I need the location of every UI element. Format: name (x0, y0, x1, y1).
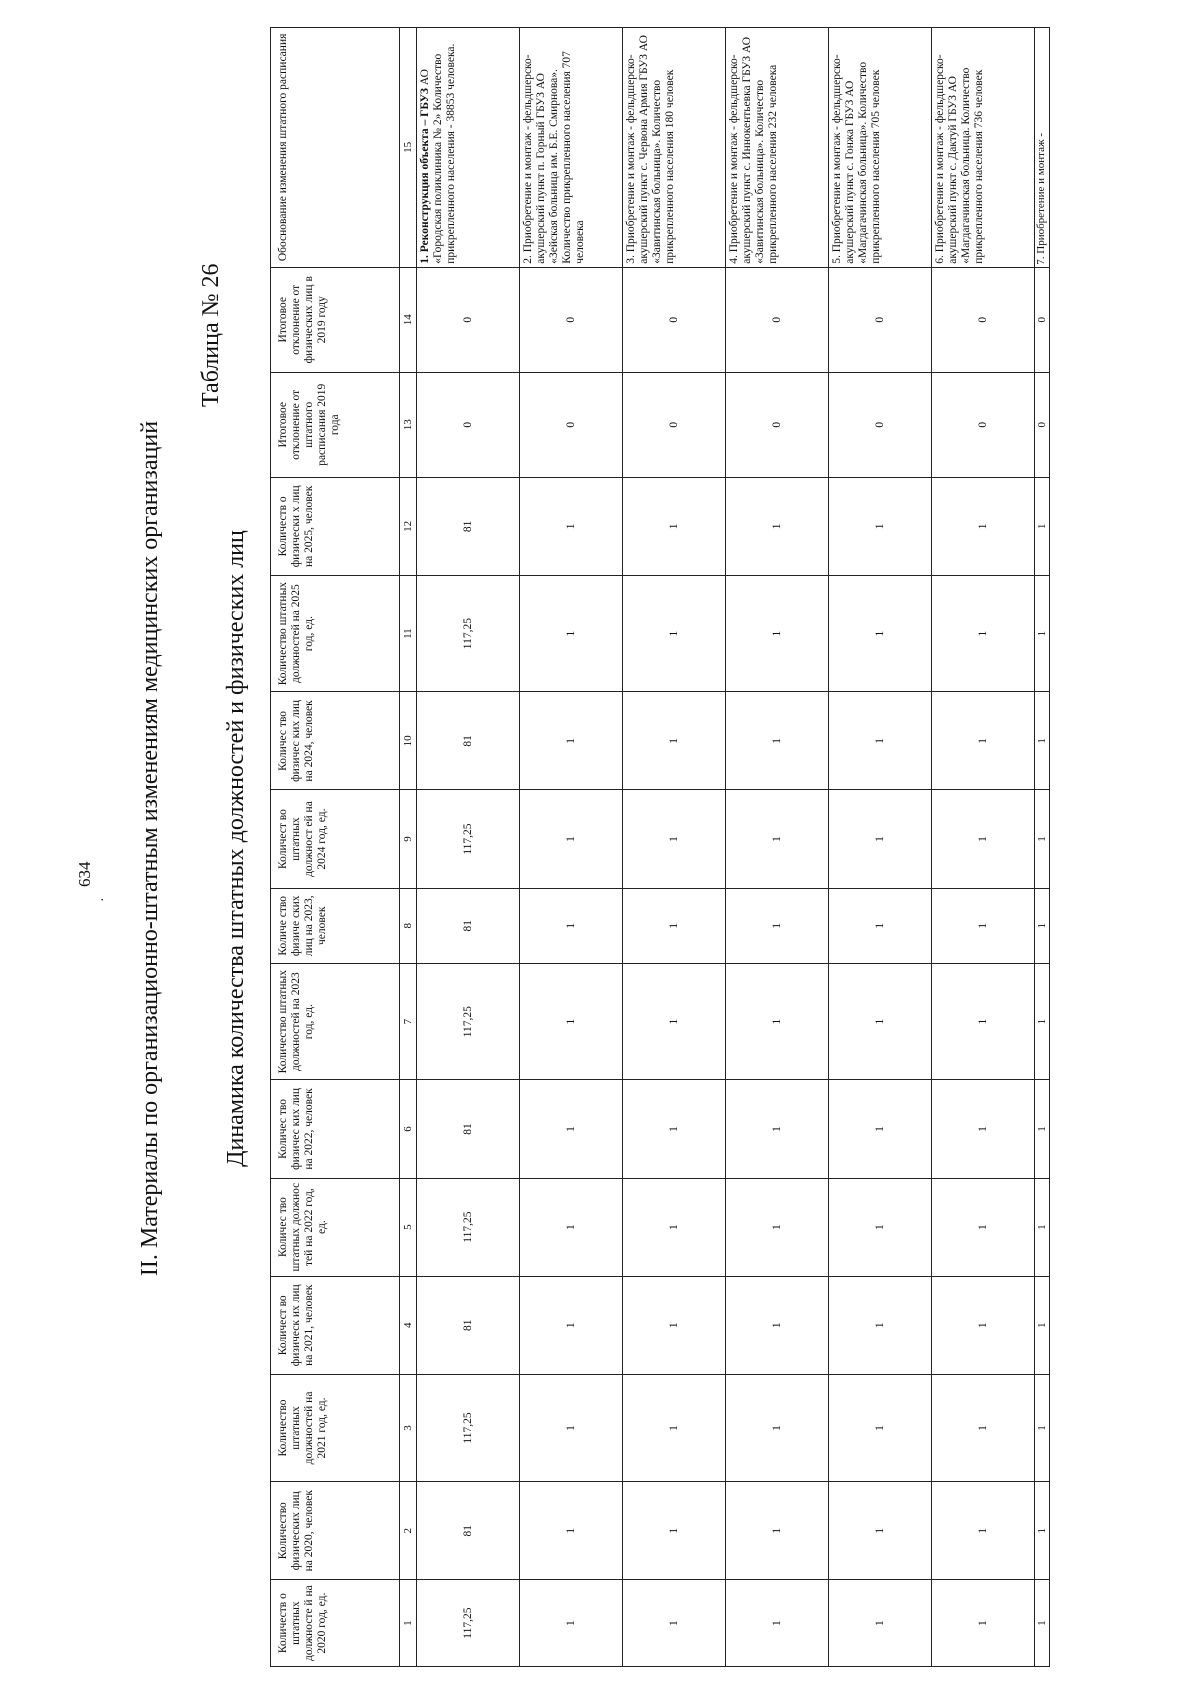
cell: 1 (932, 888, 1035, 963)
cell: 117,25 (417, 790, 520, 888)
cell: 1 (932, 1374, 1035, 1481)
justification-cell (829, 28, 932, 268)
header-cell: Количеств о физически х лиц на 2025, человек (271, 477, 400, 575)
justification-cell (623, 28, 726, 268)
cell: 1 (932, 1580, 1035, 1667)
cell: 1 (520, 1178, 623, 1276)
header-cell: Итоговое отклонение от физических лиц в 2019 году (271, 267, 400, 372)
cell: 1 (520, 1580, 623, 1667)
cell: 1 (520, 1276, 623, 1374)
column-number: 6 (400, 1080, 417, 1178)
column-number-row (400, 28, 417, 1667)
justification-text: 6. Приобретение и монтаж - фельдшерско-акушерский пункт с. Дактуй ГБУЗ АО «Магдагачинская больница. Количество прикрепленного населения 736 человек (934, 54, 985, 264)
cell: 1 (520, 790, 623, 888)
header-cell: Количество штатных должностей на 2025 год, ед. (271, 575, 400, 691)
cell: 1 (726, 1178, 829, 1276)
header-cell: Количес тво физичес ких лиц на 2022, человек (271, 1080, 400, 1178)
table-number: Таблица № 26 (198, 263, 224, 407)
cell: 1 (726, 477, 829, 575)
table-row (932, 28, 1035, 1667)
cell: 1 (623, 790, 726, 888)
cell: 1 (1035, 1178, 1050, 1276)
cell: 1 (1035, 477, 1050, 575)
cell: 1 (932, 575, 1035, 691)
header-cell: Количество штатных должностей на 2023 год, ед. (271, 963, 400, 1079)
cell: 1 (623, 963, 726, 1079)
cell: 0 (1035, 267, 1050, 372)
cell: 1 (1035, 1276, 1050, 1374)
cell: 1 (520, 1080, 623, 1178)
cell: 1 (623, 1276, 726, 1374)
cell: 1 (623, 692, 726, 790)
cell: 81 (417, 888, 520, 963)
cell: 0 (520, 267, 623, 372)
table-row (623, 28, 726, 1667)
table-title: Динамика количества штатных должностей и физических лиц (223, 530, 249, 1167)
cell: 1 (829, 1178, 932, 1276)
justification-text: 2. Приобретение и монтаж - фельдшерско-акушерский пункт п. Горный ГБУЗ АО «Зейская больница им. Б.Е. Смирнова». Количество прикрепленного населения 707 человека (522, 51, 586, 264)
column-number: 11 (400, 575, 417, 691)
cell: 1 (1035, 790, 1050, 888)
cell: 0 (417, 267, 520, 372)
cell: 1 (829, 790, 932, 888)
header-cell: Количество физических лиц на 2020, человек (271, 1482, 400, 1580)
cell: 0 (829, 267, 932, 372)
cell: 1 (829, 575, 932, 691)
table-row (726, 28, 829, 1667)
cell: 1 (726, 692, 829, 790)
cell: 1 (1035, 1080, 1050, 1178)
cell: 1 (726, 790, 829, 888)
cell: 1 (726, 1374, 829, 1481)
header-cell: Количес тво штатных должнос тей на 2022 год, ед. (271, 1178, 400, 1276)
justification-cell (932, 28, 1035, 268)
column-number: 3 (400, 1374, 417, 1481)
cell: 81 (417, 692, 520, 790)
cell: 0 (829, 372, 932, 477)
cell: 1 (623, 477, 726, 575)
header-cell: Обоснование изменения штатного расписания (271, 28, 400, 268)
cell: 1 (932, 477, 1035, 575)
header-cell: Количе ство физиче ских лиц на 2023, человек (271, 888, 400, 963)
cell: 117,25 (417, 1374, 520, 1481)
cell: 0 (726, 372, 829, 477)
cell: 1 (623, 1374, 726, 1481)
column-number: 7 (400, 963, 417, 1079)
justification-bold: 1. Реконструкция объекта – ГБУЗ (419, 87, 431, 264)
column-number: 10 (400, 692, 417, 790)
cell: 1 (623, 1580, 726, 1667)
cell: 1 (623, 1178, 726, 1276)
cell: 0 (417, 372, 520, 477)
column-number: 5 (400, 1178, 417, 1276)
header-cell: Количес тво физичес ких лиц на 2024, человек (271, 692, 400, 790)
column-number: 15 (400, 28, 417, 268)
column-number: 13 (400, 372, 417, 477)
cell: 81 (417, 1482, 520, 1580)
justification-text: 4. Приобретение и монтаж - фельдшерско-акушерский пункт с. Иннокентьевка ГБУЗ АО «Завитинская больница». Количество прикрепленного населения 232 человека (728, 37, 779, 264)
cell: 81 (417, 477, 520, 575)
cell: 1 (1035, 963, 1050, 1079)
cell: 1 (520, 692, 623, 790)
cell: 1 (520, 477, 623, 575)
cell: 1 (932, 963, 1035, 1079)
cell: 1 (726, 963, 829, 1079)
cell: 1 (623, 575, 726, 691)
column-number: 9 (400, 790, 417, 888)
cell: 1 (932, 1178, 1035, 1276)
header-cell: Количеств о штатных должносте й на 2020 год, ед. (271, 1580, 400, 1667)
cell: 1 (829, 963, 932, 1079)
cell: 1 (829, 1276, 932, 1374)
cell: 1 (932, 1080, 1035, 1178)
table-row-partial (1035, 28, 1050, 1667)
justification-text: АО «Городская поликлиника № 2» Количество прикрепленного населения - 38853 человека. (419, 43, 457, 264)
cell: 1 (623, 1482, 726, 1580)
justification-cell (520, 28, 623, 268)
cell: 1 (932, 692, 1035, 790)
header-cell: Количество штатных должностей на 2021 год, ед. (271, 1374, 400, 1481)
cell: 1 (829, 1580, 932, 1667)
cell: 1 (623, 1080, 726, 1178)
header-row (271, 28, 400, 1667)
justification-cell (726, 28, 829, 268)
section-title: II. Материалы по организационно-штатным изменениям медицинских организаций (137, 420, 163, 1277)
column-number: 14 (400, 267, 417, 372)
cell: 117,25 (417, 1178, 520, 1276)
column-number: 4 (400, 1276, 417, 1374)
justification-text: 3. Приобретение и монтаж - фельдшерско-акушерский пункт с. Червона Армия ГБУЗ АО «Завитинская больница». Количество прикрепленного населения 180 человек (625, 35, 676, 264)
header-cell: Итоговое отклонение от штатного расписания 2019 года (271, 372, 400, 477)
cell: 81 (417, 1276, 520, 1374)
header-cell: Количест во физическ их лиц на 2021, человек (271, 1276, 400, 1374)
cell: 1 (932, 1276, 1035, 1374)
cell: 1 (726, 1580, 829, 1667)
cell: 1 (726, 1482, 829, 1580)
cell: 1 (1035, 1482, 1050, 1580)
cell: 1 (1035, 1580, 1050, 1667)
header-cell: Количест во штатных должност ей на 2024 год, ед. (271, 790, 400, 888)
page-number: 634 (75, 861, 94, 887)
cell: 117,25 (417, 575, 520, 691)
cell: 0 (932, 267, 1035, 372)
justification-text: 5. Приобретение и монтаж - фельдшерско-акушерский пункт с. Гонжа ГБУЗ АО «Магдагачинская больница». Количество прикрепленного населения 705 человек (831, 54, 882, 264)
page-dot: · (96, 897, 111, 902)
cell: 1 (520, 888, 623, 963)
table-row (417, 28, 520, 1667)
justification-cell (417, 28, 520, 268)
cell: 1 (726, 575, 829, 691)
cell: 1 (520, 963, 623, 1079)
cell: 1 (520, 1374, 623, 1481)
cell: 1 (829, 477, 932, 575)
cell: 0 (726, 267, 829, 372)
cell: 1 (829, 1374, 932, 1481)
cell: 1 (932, 790, 1035, 888)
column-number: 2 (400, 1482, 417, 1580)
cell: 1 (829, 1080, 932, 1178)
cell: 1 (829, 888, 932, 963)
cell: 1 (520, 1482, 623, 1580)
cell: 0 (520, 372, 623, 477)
cell: 1 (1035, 692, 1050, 790)
table-row (520, 28, 623, 1667)
cell: 1 (829, 1482, 932, 1580)
cell: 0 (623, 267, 726, 372)
cell: 81 (417, 1080, 520, 1178)
justification-cell: 7. Приобретение и монтаж - (1035, 28, 1050, 268)
cell: 1 (1035, 1374, 1050, 1481)
cell: 0 (932, 372, 1035, 477)
cell: 0 (623, 372, 726, 477)
column-number: 1 (400, 1580, 417, 1667)
cell: 1 (1035, 575, 1050, 691)
cell: 1 (726, 1276, 829, 1374)
column-number: 8 (400, 888, 417, 963)
cell: 117,25 (417, 1580, 520, 1667)
cell: 1 (726, 1080, 829, 1178)
table-row (829, 28, 932, 1667)
column-number: 12 (400, 477, 417, 575)
cell: 1 (829, 692, 932, 790)
cell: 1 (623, 888, 726, 963)
staffing-table (270, 27, 1050, 1667)
cell: 1 (726, 888, 829, 963)
cell: 1 (1035, 888, 1050, 963)
cell: 117,25 (417, 963, 520, 1079)
cell: 1 (520, 575, 623, 691)
cell: 0 (1035, 372, 1050, 477)
cell: 1 (932, 1482, 1035, 1580)
